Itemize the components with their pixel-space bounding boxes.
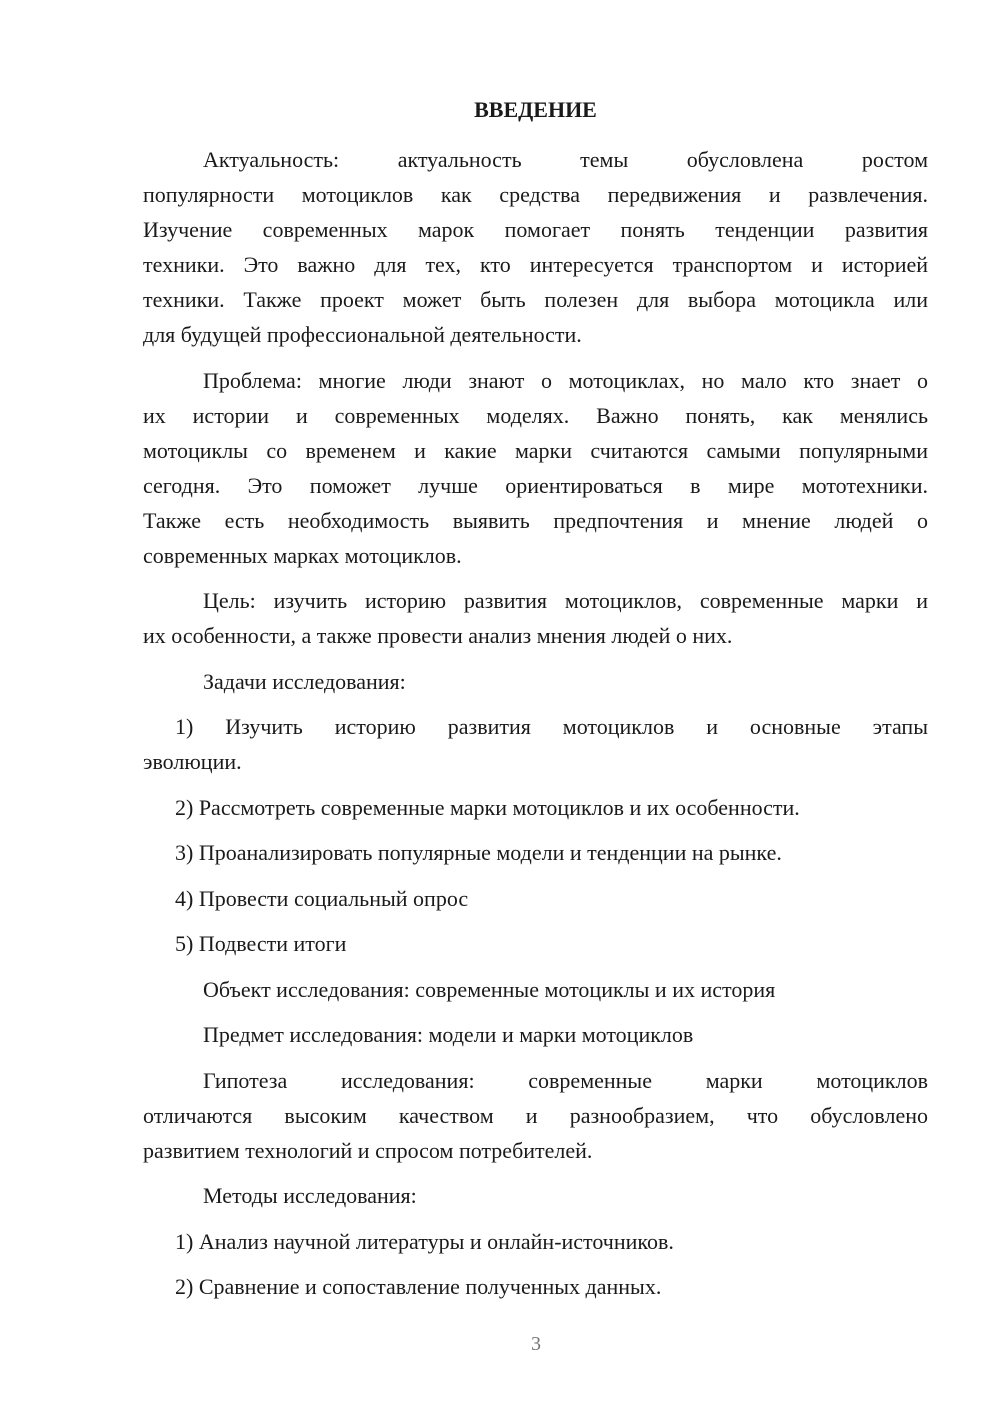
subject-paragraph [143, 1017, 928, 1052]
hypothesis-paragraph [143, 1063, 928, 1168]
text-line: Гипотеза исследования: современные марки мотоциклов [203, 1067, 928, 1093]
text-line: Задачи исследования: [203, 668, 406, 694]
text-line: эволюции. [143, 749, 242, 774]
text-line: Предмет исследования: модели и марки мотоциклов [203, 1022, 694, 1047]
document-page [143, 92, 928, 1315]
text-line: 4) Провести социальный опрос [175, 885, 469, 911]
task-item [143, 926, 928, 961]
text-line: Изучение современных марок помогает понять тенденции развития [143, 217, 928, 242]
page-number: 3 [531, 1333, 541, 1355]
text-line: современных марках мотоциклов. [143, 542, 462, 568]
text-line: 3) Проанализировать популярные модели и тенденции на рынке. [175, 840, 782, 865]
text-line: Методы исследования: [203, 1183, 417, 1208]
text-line: их истории и современных моделях. Важно понять, как менялись [143, 402, 928, 428]
text-line: 2) Сравнение и сопоставление полученных данных. [175, 1274, 662, 1299]
object-paragraph [143, 972, 928, 1007]
text-line: развитием технологий и спросом потребителей. [143, 1137, 593, 1163]
text-line: 1) Изучить историю развития мотоциклов и основные этапы [175, 714, 928, 739]
method-item [143, 1224, 928, 1259]
task-item [143, 709, 928, 779]
method-item [143, 1269, 928, 1304]
text-line: Также есть необходимость выявить предпочтения и мнение людей о [143, 507, 928, 533]
section-title: ВВЕДЕНИЕ [474, 97, 597, 122]
text-line: Проблема: многие люди знают о мотоциклах, но мало кто знает о [203, 367, 928, 393]
text-line: популярности мотоциклов как средства передвижения и развлечения. [143, 182, 928, 207]
text-line: 1) Анализ научной литературы и онлайн-источников. [175, 1228, 674, 1254]
text-line: Актуальность: актуальность темы обусловлена ростом [203, 147, 928, 172]
goal-paragraph [143, 583, 928, 653]
text-line: мотоциклы со временем и какие марки считаются самыми популярными [143, 437, 928, 463]
text-line: их особенности, а также провести анализ мнения людей о них. [143, 623, 733, 648]
text-line: 2) Рассмотреть современные марки мотоциклов и их особенности. [175, 794, 800, 820]
text-line: Объект исследования: современные мотоциклы и их история [203, 976, 776, 1002]
tasks-heading [143, 664, 928, 699]
problem-paragraph [143, 363, 928, 573]
relevance-paragraph [143, 142, 928, 352]
text-line: отличаются высоким качеством и разнообразием, что обусловлено [143, 1102, 928, 1128]
task-item [143, 835, 928, 870]
text-line: сегодня. Это поможет лучше ориентироваться в мире мототехники. [143, 472, 928, 498]
task-item [143, 881, 928, 916]
text-line: для будущей профессиональной деятельности. [143, 322, 582, 347]
methods-heading [143, 1178, 928, 1213]
task-item [143, 790, 928, 825]
text-line: техники. Это важно для тех, кто интересуется транспортом и историей [143, 252, 928, 277]
text-line: Цель: изучить историю развития мотоциклов, современные марки и [203, 588, 928, 613]
text-line: техники. Также проект может быть полезен для выбора мотоцикла или [143, 287, 928, 312]
text-line: 5) Подвести итоги [175, 931, 347, 956]
